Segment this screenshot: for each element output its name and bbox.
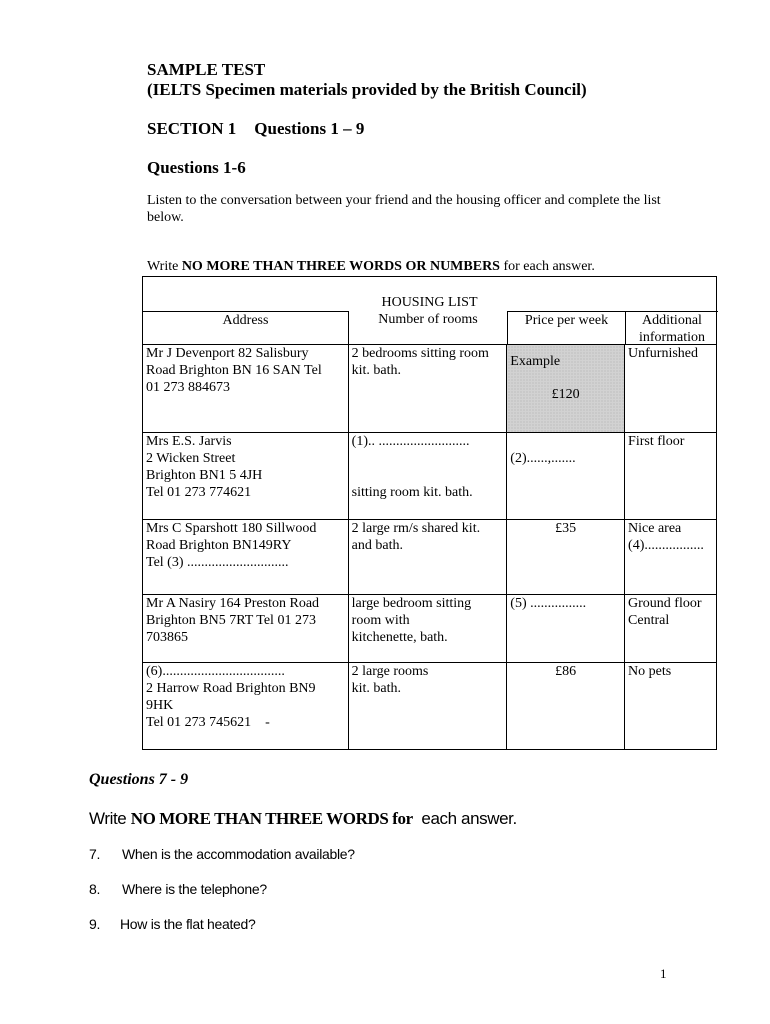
table-row [143, 663, 717, 750]
housing-list-table [142, 276, 717, 750]
price-cell-example [507, 345, 625, 433]
table-header-row [143, 277, 717, 345]
example-label: Example [510, 354, 561, 369]
answer-blank-1: (1).. .......................... [351, 434, 470, 449]
table-row [143, 595, 717, 663]
header-price: Price per week [508, 311, 626, 345]
table-row [143, 345, 717, 433]
price-cell [507, 595, 625, 663]
table-row [143, 433, 717, 520]
questions-7-9-heading: Questions 7 - 9 [89, 771, 189, 788]
price-cell [507, 433, 625, 520]
example-price: £120 [551, 387, 580, 402]
question-9: 9. How is the flat heated? [89, 916, 256, 932]
info-cell: No pets [625, 663, 717, 750]
rooms-cell: 2 large rooms kit. bath. [348, 663, 507, 750]
info-cell: First floor [625, 433, 717, 520]
answer-blank-6: (6)................................... [146, 664, 285, 679]
price-cell: £86 [507, 663, 625, 750]
question-8: 8. Where is the telephone? [89, 881, 267, 897]
info-cell: Unfurnished [625, 345, 717, 433]
address-cell: Mr A Nasiry 164 Preston Road Brighton BN5 7RT Tel 01 273 703865 [143, 595, 349, 663]
answer-limit-instruction: Write NO MORE THAN THREE WORDS OR NUMBERS for each answer. [147, 259, 595, 274]
answer-limit-instruction-2: Write NO MORE THAN THREE WORDS for each answer. [89, 809, 517, 828]
address-cell: Mr J Devenport 82 Salisbury Road Brighton BN 16 SAN Tel 01 273 884673 [143, 345, 349, 433]
section-questions: Questions 1 – 9 [254, 119, 365, 138]
address-cell: Mrs E.S. Jarvis 2 Wicken Street Brighton BN1 5 4JH Tel 01 273 774621 [143, 433, 349, 520]
header-address: Address [143, 311, 349, 345]
rooms-cell: large bedroom sitting room with kitchenette, bath. [348, 595, 507, 663]
document-title [147, 60, 587, 100]
title-line-1: SAMPLE TEST [147, 60, 266, 79]
address-cell: (6)................................... 2 Harrow Road Brighton BN9 9HK Tel 01 273 745621 - [143, 663, 349, 750]
header-rooms: Number of rooms [349, 311, 508, 345]
table-row [143, 520, 717, 595]
answer-blank-5: (5) ................ [510, 596, 587, 611]
section-heading [147, 119, 364, 139]
price-cell: £35 [507, 520, 625, 595]
answer-blank-4: (4)................. [628, 538, 704, 553]
rooms-cell: (1).. .......................... sitting room kit. bath. [348, 433, 507, 520]
page-number: 1 [660, 966, 667, 981]
header-info: Additional information [626, 311, 718, 345]
info-cell: Ground floor Central [625, 595, 717, 663]
answer-blank-3: Tel (3) ............................. [146, 555, 289, 570]
title-line-2: (IELTS Specimen materials provided by the British Council) [147, 80, 587, 99]
question-7: 7. When is the accommodation available? [89, 846, 355, 862]
info-cell: Nice area (4)................. [625, 520, 717, 595]
housing-list-caption: HOUSING LIST [381, 295, 478, 310]
rooms-cell: 2 large rm/s shared kit. and bath. [348, 520, 507, 595]
answer-blank-2: (2)......,....... [510, 451, 576, 466]
rooms-cell: 2 bedrooms sitting room kit. bath. [348, 345, 507, 433]
questions-1-6-heading: Questions 1-6 [147, 158, 246, 177]
section-label: SECTION 1 [147, 119, 237, 138]
header-cell [143, 277, 717, 345]
answer-limit-bold: NO MORE THAN THREE WORDS OR NUMBERS [181, 259, 500, 274]
address-cell: Mrs C Sparshott 180 Sillwood Road Brighton BN149RY Tel (3) ............................. [143, 520, 349, 595]
listening-instruction: Listen to the conversation between your friend and the housing officer and complete the list below. [147, 193, 661, 225]
answer-limit-bold-2: NO MORE THAN THREE WORDS for [130, 809, 413, 828]
